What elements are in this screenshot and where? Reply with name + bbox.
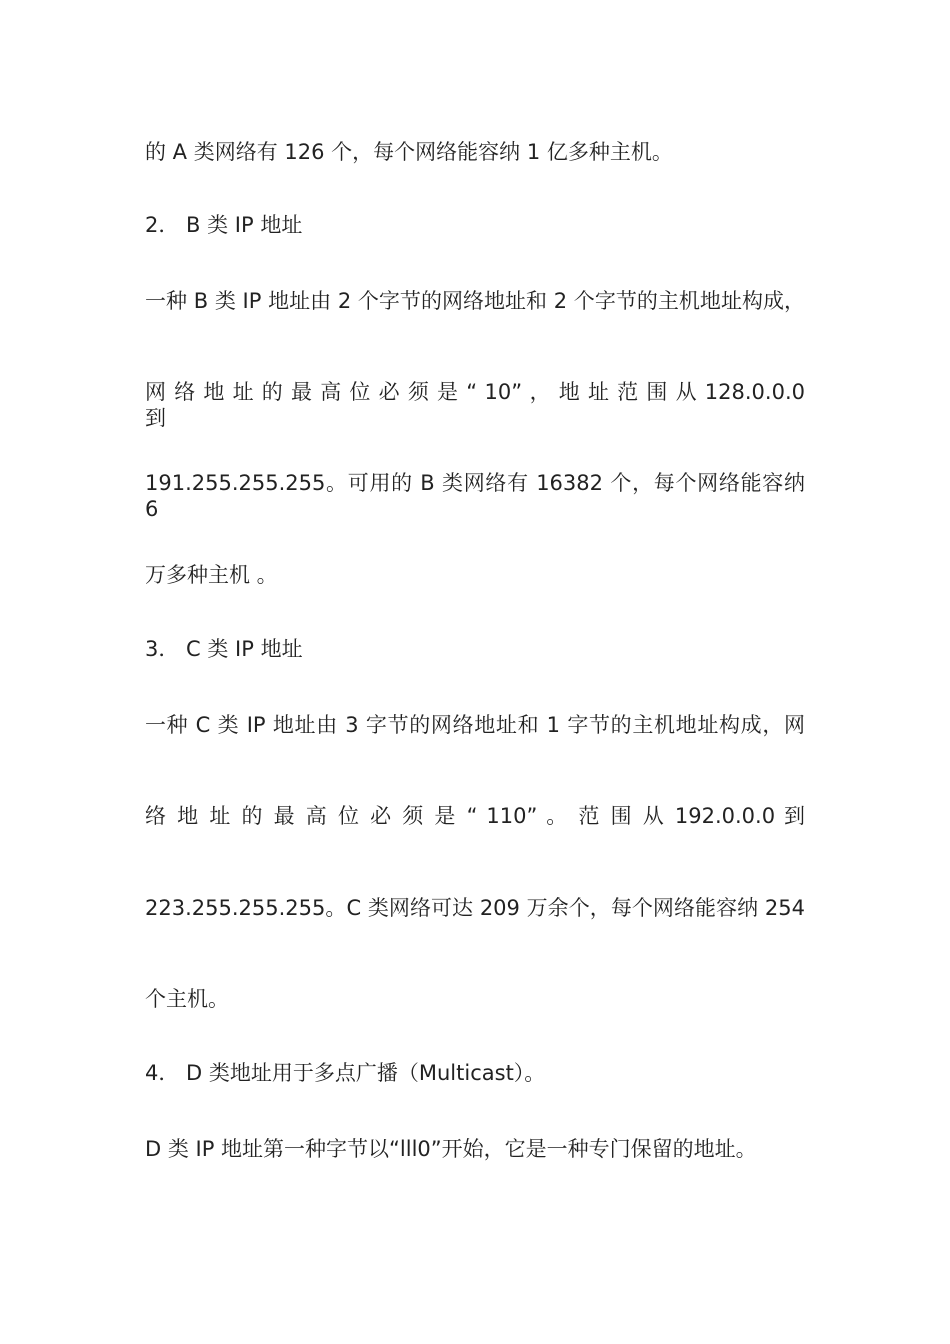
text-line: 的 A 类网络有 126 个，每个网络能容纳 1 亿多种主机。: [145, 140, 673, 164]
text-line: 223.255.255.255。C 类网络可达 209 万余个，每个网络能容纳 254: [145, 896, 805, 920]
text-line: 一种 C 类 IP 地址由 3 字节的网络地址和 1 字节的主机地址构成，网: [145, 713, 805, 737]
section-heading-d: 4． D 类地址用于多点广播（Multicast）。: [145, 1061, 546, 1085]
text-line: 191.255.255.255。可用的 B 类网络有 16382 个，每个网络能容纳 6: [145, 471, 805, 521]
text-line: D 类 IP 地址第一种字节以“lll0”开始，它是一种专门保留的地址。: [145, 1137, 757, 1161]
text-line: 网 络 地 址 的 最 高 位 必 须 是 “ 10” ， 地 址 范 围 从 128.0.0.0 到: [145, 380, 805, 430]
text-line: 一种 B 类 IP 地址由 2 个字节的网络地址和 2 个字节的主机地址构成，: [145, 289, 805, 313]
text-line: 万多种主机 。: [145, 563, 278, 587]
text-line: 络 地 址 的 最 高 位 必 须 是 “ 110” 。 范 围 从 192.0.0.0 到: [145, 804, 805, 828]
section-heading-c: 3． C 类 IP 地址: [145, 637, 303, 661]
section-heading-b: 2． B 类 IP 地址: [145, 213, 303, 237]
text-line: 个主机。: [145, 987, 229, 1011]
